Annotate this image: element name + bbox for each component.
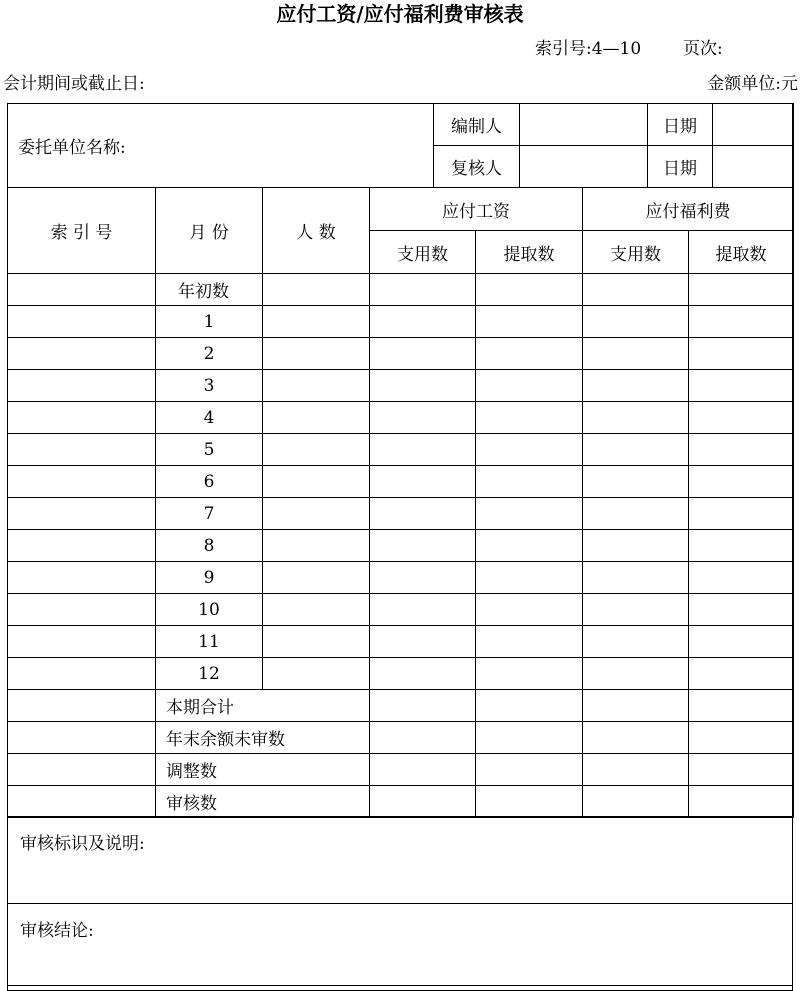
wages-accrued-cell[interactable] bbox=[476, 786, 583, 818]
reviewer-date-field[interactable] bbox=[713, 146, 794, 188]
headcount-cell[interactable] bbox=[263, 274, 370, 306]
wages-accrued-cell[interactable] bbox=[476, 274, 583, 306]
wages-accrued-cell[interactable] bbox=[476, 722, 583, 754]
row-label: 年末余额未审数 bbox=[156, 722, 370, 754]
wages-used-cell[interactable] bbox=[370, 530, 476, 562]
welfare-accrued-cell[interactable] bbox=[689, 274, 794, 306]
index-cell[interactable] bbox=[8, 274, 156, 306]
index-number: 索引号:4—10 bbox=[535, 39, 642, 59]
col-header-headcount: 人 数 bbox=[263, 188, 370, 274]
client-name-label: 委托单位名称: bbox=[8, 104, 434, 188]
wages-accrued-cell[interactable] bbox=[476, 306, 583, 338]
headcount-cell[interactable] bbox=[263, 338, 370, 370]
index-cell[interactable] bbox=[8, 786, 156, 818]
wages-used-cell[interactable] bbox=[370, 562, 476, 594]
welfare-accrued-cell[interactable] bbox=[689, 690, 794, 722]
table-row bbox=[8, 562, 794, 594]
wages-used-cell[interactable] bbox=[370, 658, 476, 690]
headcount-cell[interactable] bbox=[263, 306, 370, 338]
col-header-wages-used: 支用数 bbox=[370, 231, 476, 274]
headcount-cell[interactable] bbox=[263, 402, 370, 434]
index-cell[interactable] bbox=[8, 658, 156, 690]
headcount-cell[interactable] bbox=[263, 658, 370, 690]
index-cell[interactable] bbox=[8, 370, 156, 402]
row-label: 3 bbox=[156, 370, 263, 402]
row-label: 审核数 bbox=[156, 786, 370, 818]
col-header-wages-accrued: 提取数 bbox=[476, 231, 583, 274]
index-cell[interactable] bbox=[8, 594, 156, 626]
welfare-used-cell[interactable] bbox=[583, 402, 689, 434]
index-cell[interactable] bbox=[8, 530, 156, 562]
welfare-used-cell[interactable] bbox=[583, 530, 689, 562]
welfare-used-cell[interactable] bbox=[583, 658, 689, 690]
wages-accrued-cell[interactable] bbox=[476, 530, 583, 562]
welfare-used-cell[interactable] bbox=[583, 498, 689, 530]
wages-accrued-cell[interactable] bbox=[476, 626, 583, 658]
headcount-cell[interactable] bbox=[263, 370, 370, 402]
welfare-used-cell[interactable] bbox=[583, 754, 689, 786]
welfare-accrued-cell[interactable] bbox=[689, 370, 794, 402]
index-cell[interactable] bbox=[8, 498, 156, 530]
col-header-welfare: 应付福利费 bbox=[583, 188, 794, 231]
welfare-used-cell[interactable] bbox=[583, 434, 689, 466]
index-cell[interactable] bbox=[8, 690, 156, 722]
table-row bbox=[8, 338, 794, 370]
index-cell[interactable] bbox=[8, 402, 156, 434]
wages-used-cell[interactable] bbox=[370, 434, 476, 466]
accounting-period: 会计期间或截止日: bbox=[3, 74, 145, 94]
wages-accrued-cell[interactable] bbox=[476, 594, 583, 626]
welfare-accrued-cell[interactable] bbox=[689, 754, 794, 786]
headcount-cell[interactable] bbox=[263, 466, 370, 498]
headcount-cell[interactable] bbox=[263, 498, 370, 530]
wages-used-cell[interactable] bbox=[370, 722, 476, 754]
row-label: 年初数 bbox=[156, 274, 263, 306]
row-label: 12 bbox=[156, 658, 263, 690]
wages-accrued-cell[interactable] bbox=[476, 434, 583, 466]
table-row bbox=[8, 402, 794, 434]
footer-table bbox=[7, 816, 793, 991]
table-row bbox=[8, 722, 794, 754]
index-cell[interactable] bbox=[8, 562, 156, 594]
wages-used-cell[interactable] bbox=[370, 626, 476, 658]
wages-accrued-cell[interactable] bbox=[476, 498, 583, 530]
welfare-used-cell[interactable] bbox=[583, 626, 689, 658]
row-label: 11 bbox=[156, 626, 263, 658]
welfare-accrued-cell[interactable] bbox=[689, 658, 794, 690]
welfare-accrued-cell[interactable] bbox=[689, 562, 794, 594]
row-label: 7 bbox=[156, 498, 263, 530]
col-header-wages: 应付工资 bbox=[370, 188, 583, 231]
welfare-accrued-cell[interactable] bbox=[689, 402, 794, 434]
welfare-accrued-cell[interactable] bbox=[689, 530, 794, 562]
welfare-accrued-cell[interactable] bbox=[689, 306, 794, 338]
welfare-used-cell[interactable] bbox=[583, 722, 689, 754]
wages-used-cell[interactable] bbox=[370, 370, 476, 402]
wages-used-cell[interactable] bbox=[370, 306, 476, 338]
row-label: 5 bbox=[156, 434, 263, 466]
audit-notes-label: 审核标识及说明: bbox=[8, 817, 793, 904]
row-label: 1 bbox=[156, 306, 263, 338]
reviewer-date-label: 日期 bbox=[648, 146, 713, 188]
welfare-accrued-cell[interactable] bbox=[689, 594, 794, 626]
wages-used-cell[interactable] bbox=[370, 754, 476, 786]
welfare-accrued-cell[interactable] bbox=[689, 498, 794, 530]
preparer-date-label: 日期 bbox=[648, 104, 713, 146]
wages-used-cell[interactable] bbox=[370, 274, 476, 306]
wages-accrued-cell[interactable] bbox=[476, 754, 583, 786]
table-row bbox=[8, 498, 794, 530]
welfare-used-cell[interactable] bbox=[583, 786, 689, 818]
col-header-welfare-accrued: 提取数 bbox=[689, 231, 794, 274]
welfare-accrued-cell[interactable] bbox=[689, 338, 794, 370]
welfare-used-cell[interactable] bbox=[583, 594, 689, 626]
welfare-accrued-cell[interactable] bbox=[689, 434, 794, 466]
wages-accrued-cell[interactable] bbox=[476, 370, 583, 402]
index-cell[interactable] bbox=[8, 722, 156, 754]
audit-table bbox=[7, 187, 794, 818]
page-number: 页次: bbox=[683, 39, 723, 59]
preparer-field[interactable] bbox=[520, 104, 648, 146]
wages-used-cell[interactable] bbox=[370, 498, 476, 530]
index-cell[interactable] bbox=[8, 306, 156, 338]
index-cell[interactable] bbox=[8, 466, 156, 498]
preparer-date-field[interactable] bbox=[713, 104, 794, 146]
welfare-used-cell[interactable] bbox=[583, 466, 689, 498]
preparer-label: 编制人 bbox=[434, 104, 520, 146]
headcount-cell[interactable] bbox=[263, 594, 370, 626]
row-label: 9 bbox=[156, 562, 263, 594]
wages-accrued-cell[interactable] bbox=[476, 658, 583, 690]
row-label: 调整数 bbox=[156, 754, 370, 786]
wages-accrued-cell[interactable] bbox=[476, 690, 583, 722]
headcount-cell[interactable] bbox=[263, 530, 370, 562]
welfare-used-cell[interactable] bbox=[583, 690, 689, 722]
wages-used-cell[interactable] bbox=[370, 690, 476, 722]
table-row bbox=[8, 274, 794, 306]
index-cell[interactable] bbox=[8, 338, 156, 370]
row-label: 2 bbox=[156, 338, 263, 370]
col-header-welfare-used: 支用数 bbox=[583, 231, 689, 274]
headcount-cell[interactable] bbox=[263, 562, 370, 594]
header-table bbox=[7, 103, 794, 188]
headcount-cell[interactable] bbox=[263, 626, 370, 658]
table-row bbox=[8, 658, 794, 690]
index-cell[interactable] bbox=[8, 754, 156, 786]
wages-accrued-cell[interactable] bbox=[476, 338, 583, 370]
table-row bbox=[8, 754, 794, 786]
wages-used-cell[interactable] bbox=[370, 402, 476, 434]
table-row bbox=[8, 530, 794, 562]
wages-used-cell[interactable] bbox=[370, 466, 476, 498]
table-row bbox=[8, 434, 794, 466]
wages-used-cell[interactable] bbox=[370, 786, 476, 818]
table-row bbox=[8, 370, 794, 402]
table-row bbox=[8, 594, 794, 626]
headcount-cell[interactable] bbox=[263, 434, 370, 466]
table-row bbox=[8, 626, 794, 658]
welfare-accrued-cell[interactable] bbox=[689, 466, 794, 498]
audit-conclusion-label: 审核结论: bbox=[8, 904, 793, 991]
wages-used-cell[interactable] bbox=[370, 594, 476, 626]
amount-unit: 金额单位:元 bbox=[707, 74, 798, 94]
col-header-month: 月 份 bbox=[156, 188, 263, 274]
welfare-used-cell[interactable] bbox=[583, 274, 689, 306]
welfare-used-cell[interactable] bbox=[583, 562, 689, 594]
table-row bbox=[8, 786, 794, 818]
welfare-used-cell[interactable] bbox=[583, 370, 689, 402]
welfare-used-cell[interactable] bbox=[583, 338, 689, 370]
welfare-accrued-cell[interactable] bbox=[689, 722, 794, 754]
reviewer-label: 复核人 bbox=[434, 146, 520, 188]
page-title: 应付工资/应付福利费审核表 bbox=[276, 2, 524, 26]
welfare-accrued-cell[interactable] bbox=[689, 786, 794, 818]
wages-accrued-cell[interactable] bbox=[476, 562, 583, 594]
index-cell[interactable] bbox=[8, 434, 156, 466]
wages-accrued-cell[interactable] bbox=[476, 466, 583, 498]
table-row bbox=[8, 306, 794, 338]
index-cell[interactable] bbox=[8, 626, 156, 658]
row-label: 6 bbox=[156, 466, 263, 498]
reviewer-field[interactable] bbox=[520, 146, 648, 188]
wages-used-cell[interactable] bbox=[370, 338, 476, 370]
row-label: 本期合计 bbox=[156, 690, 370, 722]
table-row bbox=[8, 690, 794, 722]
table-row bbox=[8, 466, 794, 498]
welfare-accrued-cell[interactable] bbox=[689, 626, 794, 658]
wages-accrued-cell[interactable] bbox=[476, 402, 583, 434]
row-label: 4 bbox=[156, 402, 263, 434]
row-label: 10 bbox=[156, 594, 263, 626]
col-header-index: 索 引 号 bbox=[8, 188, 156, 274]
welfare-used-cell[interactable] bbox=[583, 306, 689, 338]
row-label: 8 bbox=[156, 530, 263, 562]
